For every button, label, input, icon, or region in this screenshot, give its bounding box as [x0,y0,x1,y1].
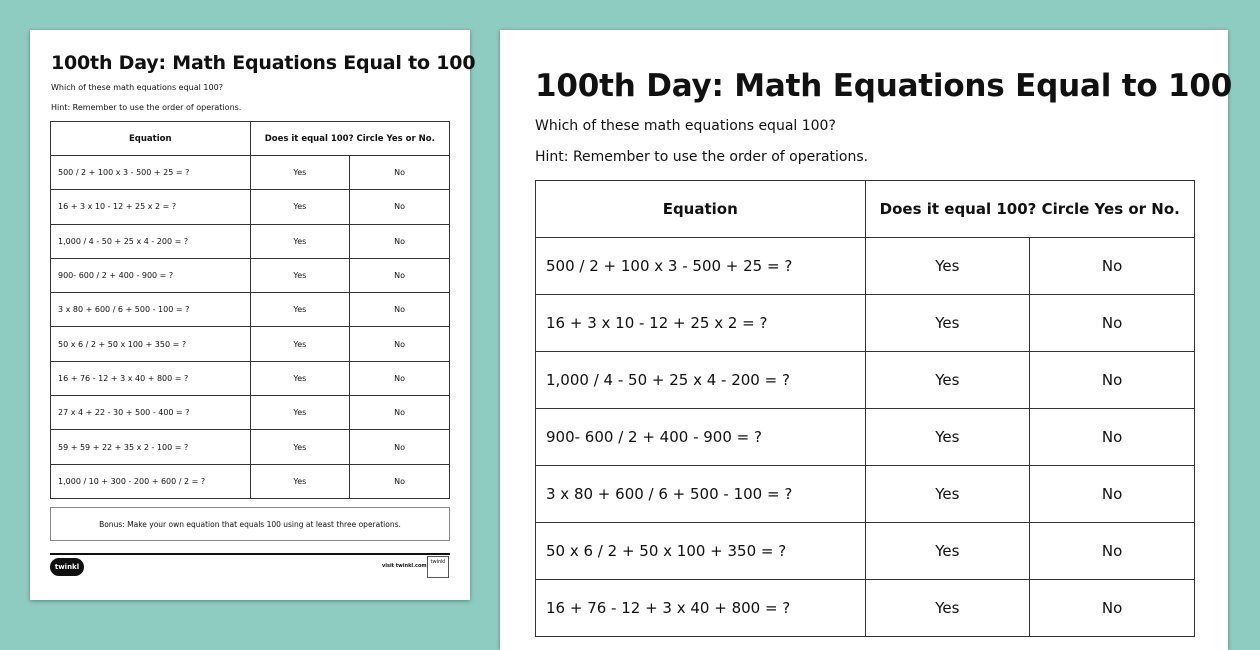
yes-option[interactable]: Yes [250,430,350,464]
no-option[interactable]: No [1030,352,1195,409]
table-row [51,464,450,498]
table-row [536,352,1195,409]
equation-cell: 3 x 80 + 600 / 6 + 500 - 100 = ? [536,466,866,523]
no-option[interactable]: No [350,224,450,258]
equation-cell: 1,000 / 4 - 50 + 25 x 4 - 200 = ? [536,352,866,409]
yes-option[interactable]: Yes [250,224,350,258]
equation-cell: 1,000 / 4 - 50 + 25 x 4 - 200 = ? [51,224,251,258]
table-row [536,238,1195,295]
table-row [536,409,1195,466]
equations-table [535,180,1195,637]
header-answer: Does it equal 100? Circle Yes or No. [250,122,449,156]
header-equation: Equation [536,181,866,238]
no-option[interactable]: No [1030,466,1195,523]
yes-option[interactable]: Yes [250,190,350,224]
no-option[interactable]: No [350,464,450,498]
table-row [51,430,450,464]
question-text: Which of these math equations equal 100? [51,83,223,92]
worksheet-title: 100th Day: Math Equations Equal to 100 [51,52,476,74]
equation-cell: 16 + 76 - 12 + 3 x 40 + 800 = ? [51,361,251,395]
equation-cell: 16 + 3 x 10 - 12 + 25 x 2 = ? [51,190,251,224]
table-row [51,258,450,292]
no-option[interactable]: No [1030,523,1195,580]
equation-cell: 900- 600 / 2 + 400 - 900 = ? [51,258,251,292]
equation-cell: 1,000 / 10 + 300 - 200 + 600 / 2 = ? [51,464,251,498]
yes-option[interactable]: Yes [250,464,350,498]
table-row [536,580,1195,637]
equation-cell: 16 + 76 - 12 + 3 x 40 + 800 = ? [536,580,866,637]
yes-option[interactable]: Yes [865,409,1030,466]
no-option[interactable]: No [350,361,450,395]
no-option[interactable]: No [350,396,450,430]
question-text: Which of these math equations equal 100? [535,118,836,134]
no-option[interactable]: No [350,293,450,327]
yes-option[interactable]: Yes [865,466,1030,523]
equation-cell: 59 + 59 + 22 + 35 x 2 - 100 = ? [51,430,251,464]
no-option[interactable]: No [350,190,450,224]
yes-option[interactable]: Yes [865,238,1030,295]
equation-cell: 500 / 2 + 100 x 3 - 500 + 25 = ? [51,156,251,190]
no-option[interactable]: No [350,327,450,361]
equation-cell: 900- 600 / 2 + 400 - 900 = ? [536,409,866,466]
yes-option[interactable]: Yes [865,352,1030,409]
table-row [536,523,1195,580]
table-row [536,466,1195,523]
no-option[interactable]: No [350,258,450,292]
badge-icon: twinkl [427,556,449,578]
hint-text: Hint: Remember to use the order of operations. [535,149,869,165]
yes-option[interactable]: Yes [250,361,350,395]
worksheet-title: 100th Day: Math Equations Equal to 100 [535,68,1233,104]
equation-cell: 27 x 4 + 22 - 30 + 500 - 400 = ? [51,396,251,430]
no-option[interactable]: No [1030,409,1195,466]
table-row [536,295,1195,352]
equation-cell: 16 + 3 x 10 - 12 + 25 x 2 = ? [536,295,866,352]
bonus-box: Bonus: Make your own equation that equals 100 using at least three operations. [50,507,450,541]
table-row [51,396,450,430]
table-row [51,361,450,395]
header-row [536,181,1195,238]
table-row [51,224,450,258]
footer-divider [50,553,450,555]
table-row [51,190,450,224]
yes-option[interactable]: Yes [250,258,350,292]
table-row [51,293,450,327]
equations-table [50,121,450,499]
yes-option[interactable]: Yes [865,580,1030,637]
yes-option[interactable]: Yes [250,156,350,190]
yes-option[interactable]: Yes [250,327,350,361]
equation-cell: 3 x 80 + 600 / 6 + 500 - 100 = ? [51,293,251,327]
no-option[interactable]: No [1030,580,1195,637]
worksheet-zoomed [500,30,1233,650]
no-option[interactable]: No [1030,295,1195,352]
equation-cell: 50 x 6 / 2 + 50 x 100 + 350 = ? [51,327,251,361]
yes-option[interactable]: Yes [865,295,1030,352]
hint-text: Hint: Remember to use the order of operations. [51,103,242,112]
yes-option[interactable]: Yes [865,523,1030,580]
visit-link[interactable]: visit twinkl.com [382,563,427,569]
header-row [51,122,450,156]
no-option[interactable]: No [350,430,450,464]
table-row [51,156,450,190]
equation-cell: 50 x 6 / 2 + 50 x 100 + 350 = ? [536,523,866,580]
yes-option[interactable]: Yes [250,396,350,430]
worksheet-thumbnail [30,30,476,600]
header-answer: Does it equal 100? Circle Yes or No. [865,181,1194,238]
twinkl-logo: twinkl [50,558,84,576]
yes-option[interactable]: Yes [250,293,350,327]
equation-cell: 500 / 2 + 100 x 3 - 500 + 25 = ? [536,238,866,295]
no-option[interactable]: No [350,156,450,190]
table-row [51,327,450,361]
header-equation: Equation [51,122,251,156]
no-option[interactable]: No [1030,238,1195,295]
